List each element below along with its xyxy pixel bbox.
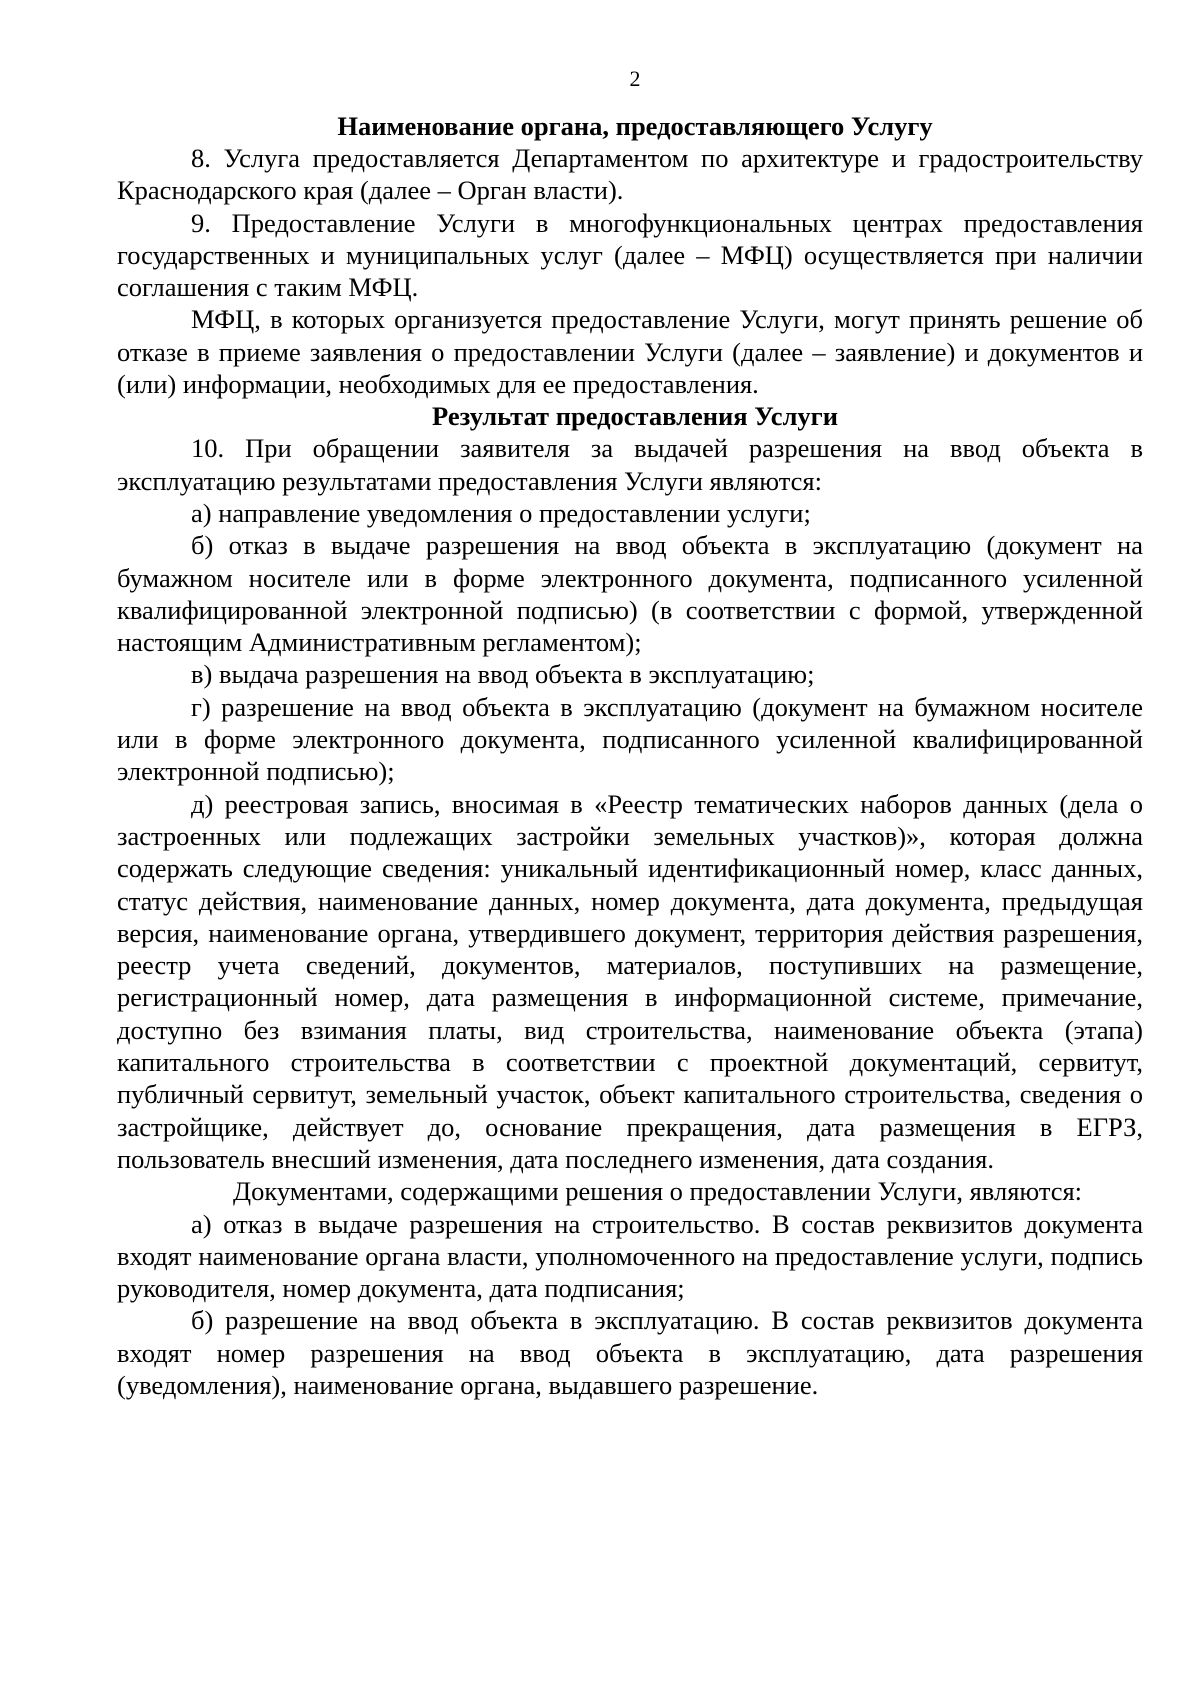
paragraph-10-d: д) реестровая запись, вносимая в «Реестр тематических наборов данных (дела о застроенных или подлежащих застройки земельных участков)», которая должна содержать следующие сведения: уникальный идентификационный номер, класс данных, статус действия, наименование данных, номер документа, дата документа, предыдущая версия, наименование органа, утвердившего документ, территория действия разрешения, реестр учета сведений, документов, материалов, поступивших на размещение, регистрационный номер, дата размещения в информационной системе, примечание, доступно без взимания платы, вид строительства, наименование объекта (этапа) капитального строительства в соответствии с проектной документаций, сервитут, публичный сервитут, земельный участок, объект капитального строительства, сведения о застройщике, действует до, основание прекращения, дата размещения в ЕГРЗ, пользователь внесший изменения, дата последнего изменения, дата создания. [117, 788, 1143, 1174]
paragraph-documents-a: а) отказ в выдаче разрешения на строительство. В состав реквизитов документа входят наименование органа власти, уполномоченного на предоставление услуги, подпись руководителя, номер документа, дата подписания; [117, 1208, 1143, 1304]
paragraph-9: 9. Предоставление Услуги в многофункциональных центрах предоставления государственных и муниципальных услуг (далее – МФЦ) осуществляется при наличии соглашения с таким МФЦ. [117, 207, 1143, 303]
section-heading-result: Результат предоставления Услуги [432, 401, 838, 432]
paragraph-documents-b: б) разрешение на ввод объекта в эксплуатацию. В состав реквизитов документа входят номер разрешения на ввод объекта в эксплуатацию, дата разрешения (уведомления), наименование органа, выдавшего разрешение. [117, 1305, 1143, 1400]
paragraph-10-v: в) выдача разрешения на ввод объекта в эксплуатацию; [191, 659, 815, 690]
paragraph-10: 10. При обращении заявителя за выдачей разрешения на ввод объекта в эксплуатацию результатами предоставления Услуги являются: [117, 433, 1143, 496]
paragraph-documents-intro: Документами, содержащими решения о предоставлении Услуги, являются: [233, 1176, 1083, 1207]
paragraph-10-a: а) направление уведомления о предоставлении услуги; [191, 497, 811, 528]
paragraph-10-b: б) отказ в выдаче разрешения на ввод объекта в эксплуатацию (документ на бумажном носителе или в форме электронного документа, подписанного усиленной квалифицированной электронной подписью) (в соответствии с формой, утвержденной настоящим Административным регламентом); [117, 530, 1143, 658]
section-heading-authority: Наименование органа, предоставляющего Услугу [337, 111, 933, 141]
page-number: 2 [629, 66, 641, 91]
paragraph-mfc: МФЦ, в которых организуется предоставление Услуги, могут принять решение об отказе в приеме заявления о предоставлении Услуги (далее – заявление) и документов и (или) информации, необходимых для ее предоставления. [117, 304, 1143, 400]
paragraph-10-g: г) разрешение на ввод объекта в эксплуатацию (документ на бумажном носителе или в форме электронного документа, подписанного усиленной квалифицированной электронной подписью); [117, 691, 1143, 787]
paragraph-8: 8. Услуга предоставляется Департаментом по архитектуре и градостроительству Краснодарского края (далее – Орган власти). [117, 143, 1143, 206]
